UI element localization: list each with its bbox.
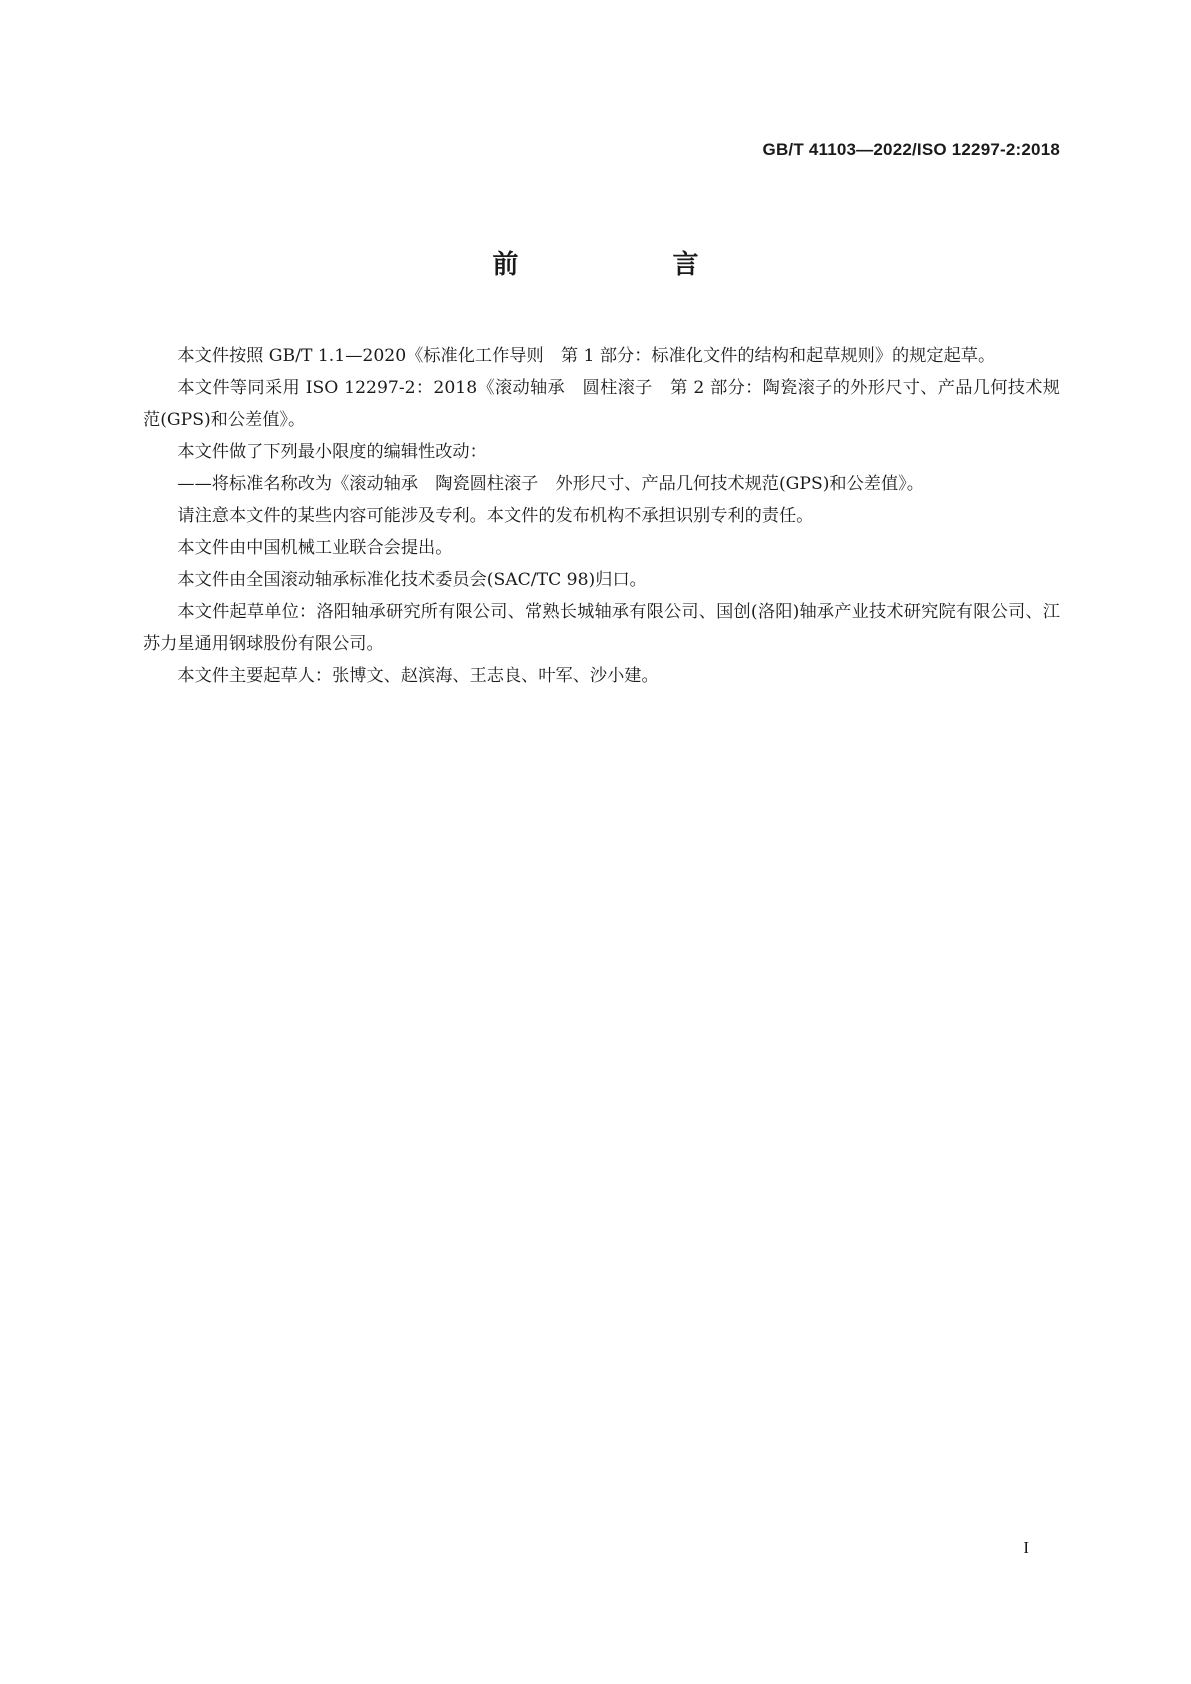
paragraph-proposer: 本文件由中国机械工业联合会提出。 xyxy=(177,538,453,558)
page-title: 前 言 xyxy=(492,250,763,280)
page-number: I xyxy=(1023,1538,1029,1557)
paragraph-name-change: ——将标准名称改为《滚动轴承 陶瓷圆柱滚子 外形尺寸、产品几何技术规范(GPS)和公差值》。 xyxy=(177,474,924,494)
paragraph-editorial-changes: 本文件做了下列最小限度的编辑性改动： xyxy=(177,442,487,462)
preface-body xyxy=(143,340,1060,692)
standard-code: GB/T 41103—2022/ISO 12297-2:2018 xyxy=(762,140,1060,159)
paragraph-drafting-organizations: 本文件起草单位：洛阳轴承研究所有限公司、常熟长城轴承有限公司、国创(洛阳)轴承产业技术研究院有限公司、江苏力星通用钢球股份有限公司。 xyxy=(143,602,1060,654)
paragraph-main-drafters: 本文件主要起草人：张博文、赵滨海、王志良、叶军、沙小建。 xyxy=(177,666,659,686)
paragraph-technical-committee: 本文件由全国滚动轴承标准化技术委员会(SAC/TC 98)归口。 xyxy=(177,570,647,590)
paragraph-drafting-rules: 本文件按照 GB/T 1.1—2020《标准化工作导则 第 1 部分：标准化文件的结构和起草规则》的规定起草。 xyxy=(177,346,996,366)
paragraph-identical-adoption: 本文件等同采用 ISO 12297-2：2018《滚动轴承 圆柱滚子 第 2 部分：陶瓷滚子的外形尺寸、产品几何技术规范(GPS)和公差值》。 xyxy=(143,378,1060,430)
paragraph-patent-notice: 请注意本文件的某些内容可能涉及专利。本文件的发布机构不承担识别专利的责任。 xyxy=(177,506,814,526)
